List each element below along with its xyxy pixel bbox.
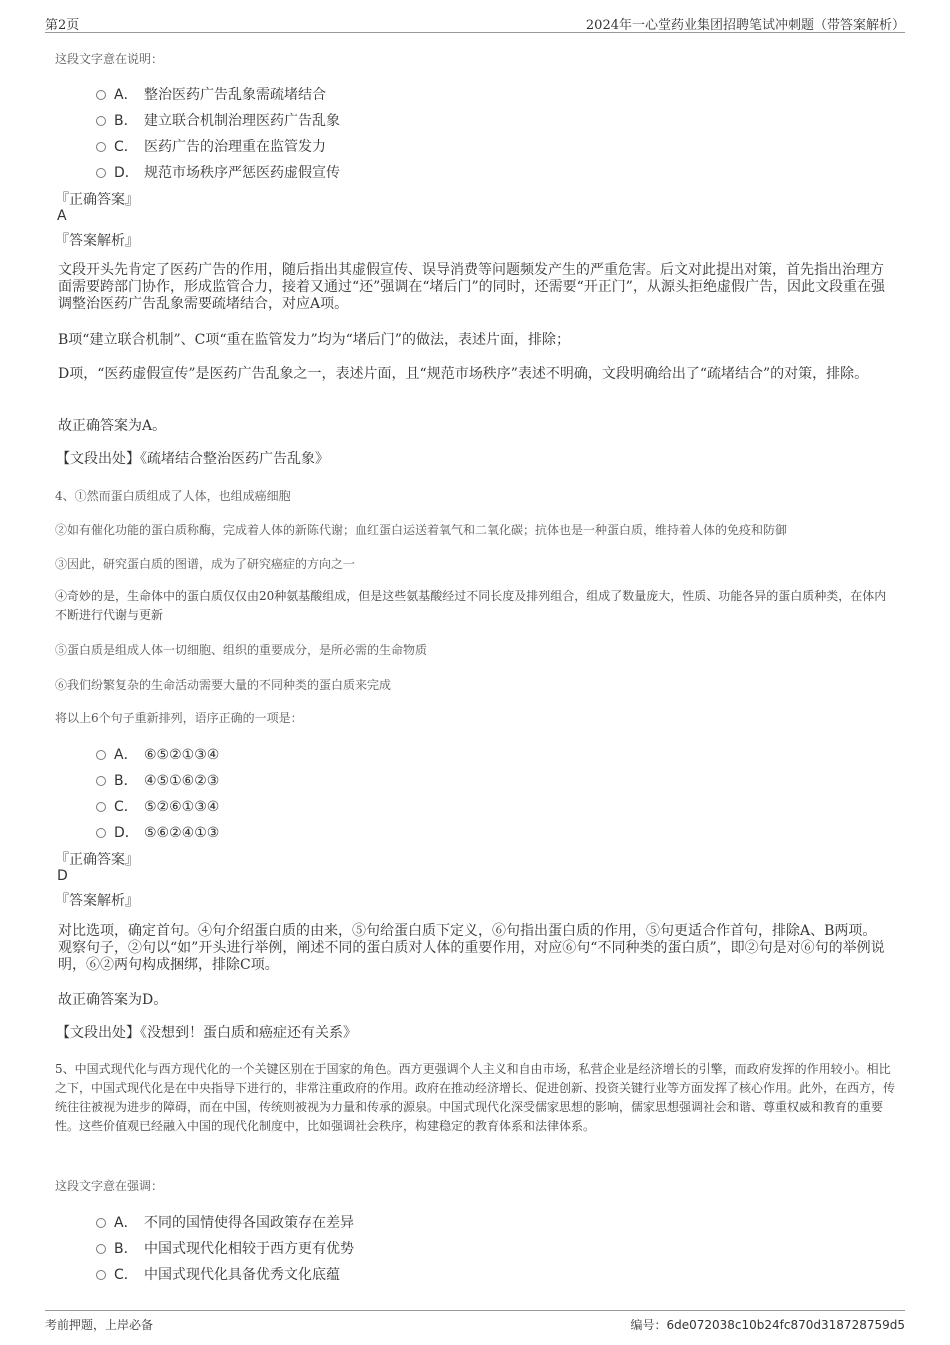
source-citation: 【文段出处】《没想到！蛋白质和癌症还有关系》 <box>56 1025 357 1041</box>
radio-icon[interactable] <box>96 90 106 100</box>
sentence: 4、①然而蛋白质组成了人体，也组成癌细胞 <box>55 489 291 503</box>
option-d[interactable]: D． 规范市场秩序严惩医药虚假宣传 <box>96 162 340 182</box>
page-footer <box>45 1310 905 1335</box>
passage: 5、中国式现代化与西方现代化的一个关键区别在于国家的角色。西方更强调个人主义和自由市场，私营企业是经济增长的引擎，而政府发挥的作用较小。相比之下，中国式现代化是在中央指导下进行的，非常注重政府的作用。政府在推动经济增长、促进创新、投资关键行业等方面发挥了核心作用。此外，在西方，传统往往被视为进步的障碍，而在中国，传统则被视为力量和传承的源泉。中国式现代化深受儒家思想的影响，儒家思想强调社会和谐、尊重权威和教育的重要性。这些价值观已经融入中国的现代化制度中，比如强调社会秩序，构建稳定的教育体系和法律体系。 <box>55 1062 896 1133</box>
sentence: ③因此，研究蛋白质的图谱，成为了研究癌症的方向之一 <box>55 557 356 571</box>
radio-icon[interactable] <box>96 750 106 760</box>
analysis-conclusion: 故正确答案为D。 <box>58 992 168 1008</box>
sentence: ②如有催化功能的蛋白质称酶，完成着人体的新陈代谢；血红蛋白运送着氧气和二氧化碳；抗体也是一种蛋白质，维持着人体的免疫和防御 <box>55 523 788 537</box>
sentence: ④奇妙的是，生命体中的蛋白质仅仅由20种氨基酸组成，但是这些氨基酸经过不同长度及排列组合，组成了数量庞大，性质、功能各异的蛋白质种类，在体内不断进行代谢与更新 <box>55 589 887 622</box>
radio-icon[interactable] <box>96 1244 106 1254</box>
sentence: ⑤蛋白质是组成人体一切细胞、组织的重要成分，是所必需的生命物质 <box>55 643 428 657</box>
question-stem: 这段文字意在说明： <box>55 52 164 66</box>
source-citation: 【文段出处】《疏堵结合整治医药广告乱象》 <box>56 451 329 467</box>
radio-icon[interactable] <box>96 142 106 152</box>
analysis-label: 『答案解析』 <box>55 233 139 249</box>
question-stem: 这段文字意在强调： <box>55 1179 164 1193</box>
radio-icon[interactable] <box>96 828 106 838</box>
option-c[interactable]: C． ⑤②⑥①③④ <box>96 796 219 816</box>
answer-label: 『正确答案』 <box>55 192 139 208</box>
analysis-paragraph: 对比选项，确定首句。④句介绍蛋白质的由来，⑤句给蛋白质下定义，⑥句指出蛋白质的作用，⑤句更适合作首句，排除A、B两项。观察句子，②句以“如”开头进行举例，阐述不同的蛋白质对人体的重要作用，对应⑥句“不同种类的蛋白质”，即②句是对⑥句的举例说明，⑥②两句构成捆绑，排除C项。 <box>58 923 885 973</box>
page-number: 第2页 <box>45 18 80 33</box>
radio-icon[interactable] <box>96 168 106 178</box>
option-d[interactable]: D． ⑤⑥②④①③ <box>96 822 219 842</box>
radio-icon[interactable] <box>96 1218 106 1228</box>
analysis-paragraph: D项，“医药虚假宣传”是医药广告乱象之一，表述片面，且“规范市场秩序”表述不明确，文段明确给出了“疏堵结合”的对策，排除。 <box>58 366 869 382</box>
sentence: ⑥我们纷繁复杂的生命活动需要大量的不同种类的蛋白质来完成 <box>55 678 392 692</box>
code-label: 编号： <box>630 1318 667 1332</box>
radio-icon[interactable] <box>96 802 106 812</box>
analysis-label: 『答案解析』 <box>55 893 139 909</box>
answer-value: D <box>57 868 68 884</box>
analysis-conclusion: 故正确答案为A。 <box>58 418 167 434</box>
code-value: 6de072038c10b24fc870d318728759d5 <box>666 1318 905 1332</box>
option-a[interactable]: A． ⑥⑤②①③④ <box>96 744 219 764</box>
option-c[interactable]: C． 中国式现代化具备优秀文化底蕴 <box>96 1264 340 1284</box>
analysis-paragraph: B项“建立联合机制”、C项“重在监管发力”均为“堵后门”的做法，表述片面，排除； <box>58 332 570 348</box>
question-stem: 将以上6个句子重新排列，语序正确的一项是： <box>55 711 303 725</box>
option-b[interactable]: B． 中国式现代化相较于西方更有优势 <box>96 1238 354 1258</box>
option-a[interactable]: A． 不同的国情使得各国政策存在差异 <box>96 1212 354 1232</box>
document-code <box>630 1316 905 1333</box>
option-a[interactable]: A． 整治医药广告乱象需疏堵结合 <box>96 84 326 104</box>
answer-value: A <box>57 208 67 224</box>
option-b[interactable]: B． ④⑤①⑥②③ <box>96 770 219 790</box>
answer-label: 『正确答案』 <box>55 852 139 868</box>
page-header <box>45 10 905 33</box>
document-title: 2024年一心堂药业集团招聘笔试冲刺题（带答案解析） <box>585 18 905 33</box>
analysis-paragraph: 文段开头先肯定了医药广告的作用，随后指出其虚假宣传、误导消费等问题频发产生的严重危害。后文对此提出对策，首先指出治理方面需要跨部门协作，形成监管合力，接着又通过“还”强调在“堵后门”的同时，还需要“开正门”，从源头拒绝虚假广告，因此文段重在强调整治医药广告乱象需要疏堵结合，对应A项。 <box>58 262 885 312</box>
radio-icon[interactable] <box>96 776 106 786</box>
option-b[interactable]: B． 建立联合机制治理医药广告乱象 <box>96 110 340 130</box>
footer-slogan: 考前押题，上岸必备 <box>45 1318 154 1332</box>
radio-icon[interactable] <box>96 116 106 126</box>
option-c[interactable]: C． 医药广告的治理重在监管发力 <box>96 136 326 156</box>
radio-icon[interactable] <box>96 1270 106 1280</box>
